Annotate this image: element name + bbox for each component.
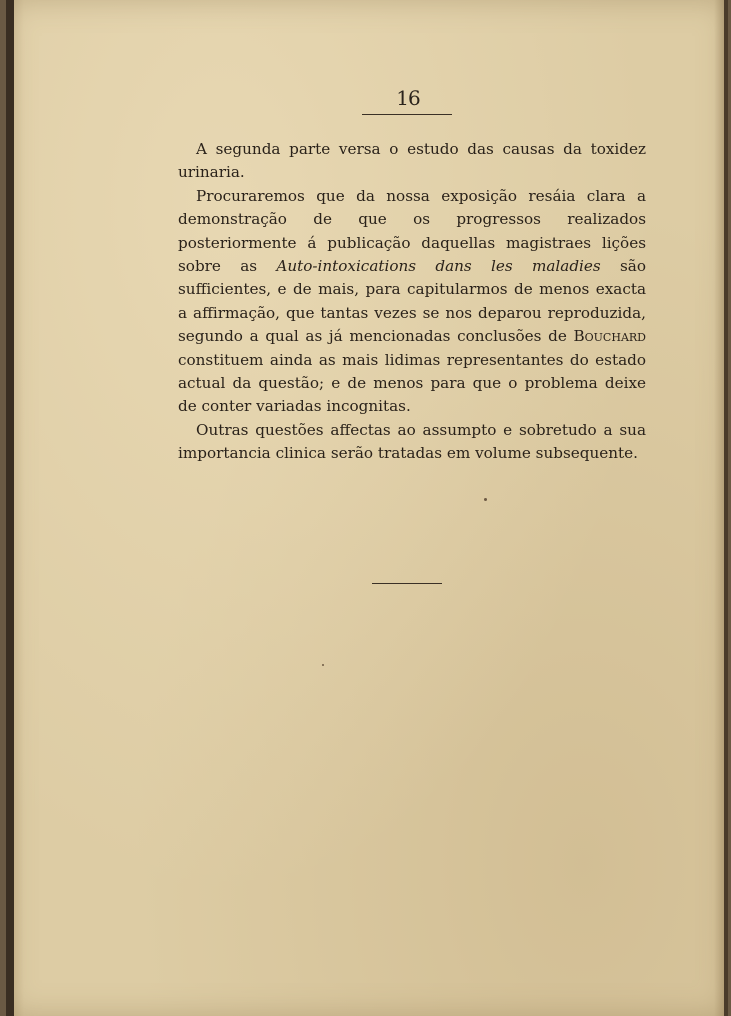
paragraph-1: A segunda parte versa o estudo das causas da toxidez urinaria. [178, 140, 646, 182]
paragraph-2-part-2: são sufficientes, e de mais, para capitularmos de menos exacta a affirmação, que tantas vezes se nos deparou reproduzida, segundo a qual as já mencionadas conclusões de [178, 257, 646, 346]
paragraph-2 [178, 185, 646, 419]
body-text [178, 138, 646, 466]
page-right-edge [724, 0, 728, 1016]
italic-title: Auto-intoxications dans les maladies [276, 257, 601, 276]
paper-speck [484, 498, 487, 501]
paragraph-2-part-1: Procuraremos que da nossa exposição resáia clara a demonstração de que os progressos realizados posteriormente á publicação daquellas magistraes lições sobre as [178, 186, 646, 276]
book-page [6, 0, 728, 1016]
binding-edge [6, 0, 14, 1016]
paragraph-2-part-3: constituem ainda as mais lidimas representantes do estado actual da questão; e de menos para que o problema deixe de conter variadas incognitas. [178, 350, 646, 416]
end-rule [372, 583, 442, 584]
header-rule [362, 114, 452, 115]
paper-speck [322, 664, 324, 666]
paragraph-3: Outras questões affectas ao assumpto e sobretudo a sua importancia clinica serão tratadas em volume subsequente. [178, 420, 646, 463]
page-number: 16 [396, 86, 420, 110]
author-name: Bouchard [573, 327, 646, 346]
